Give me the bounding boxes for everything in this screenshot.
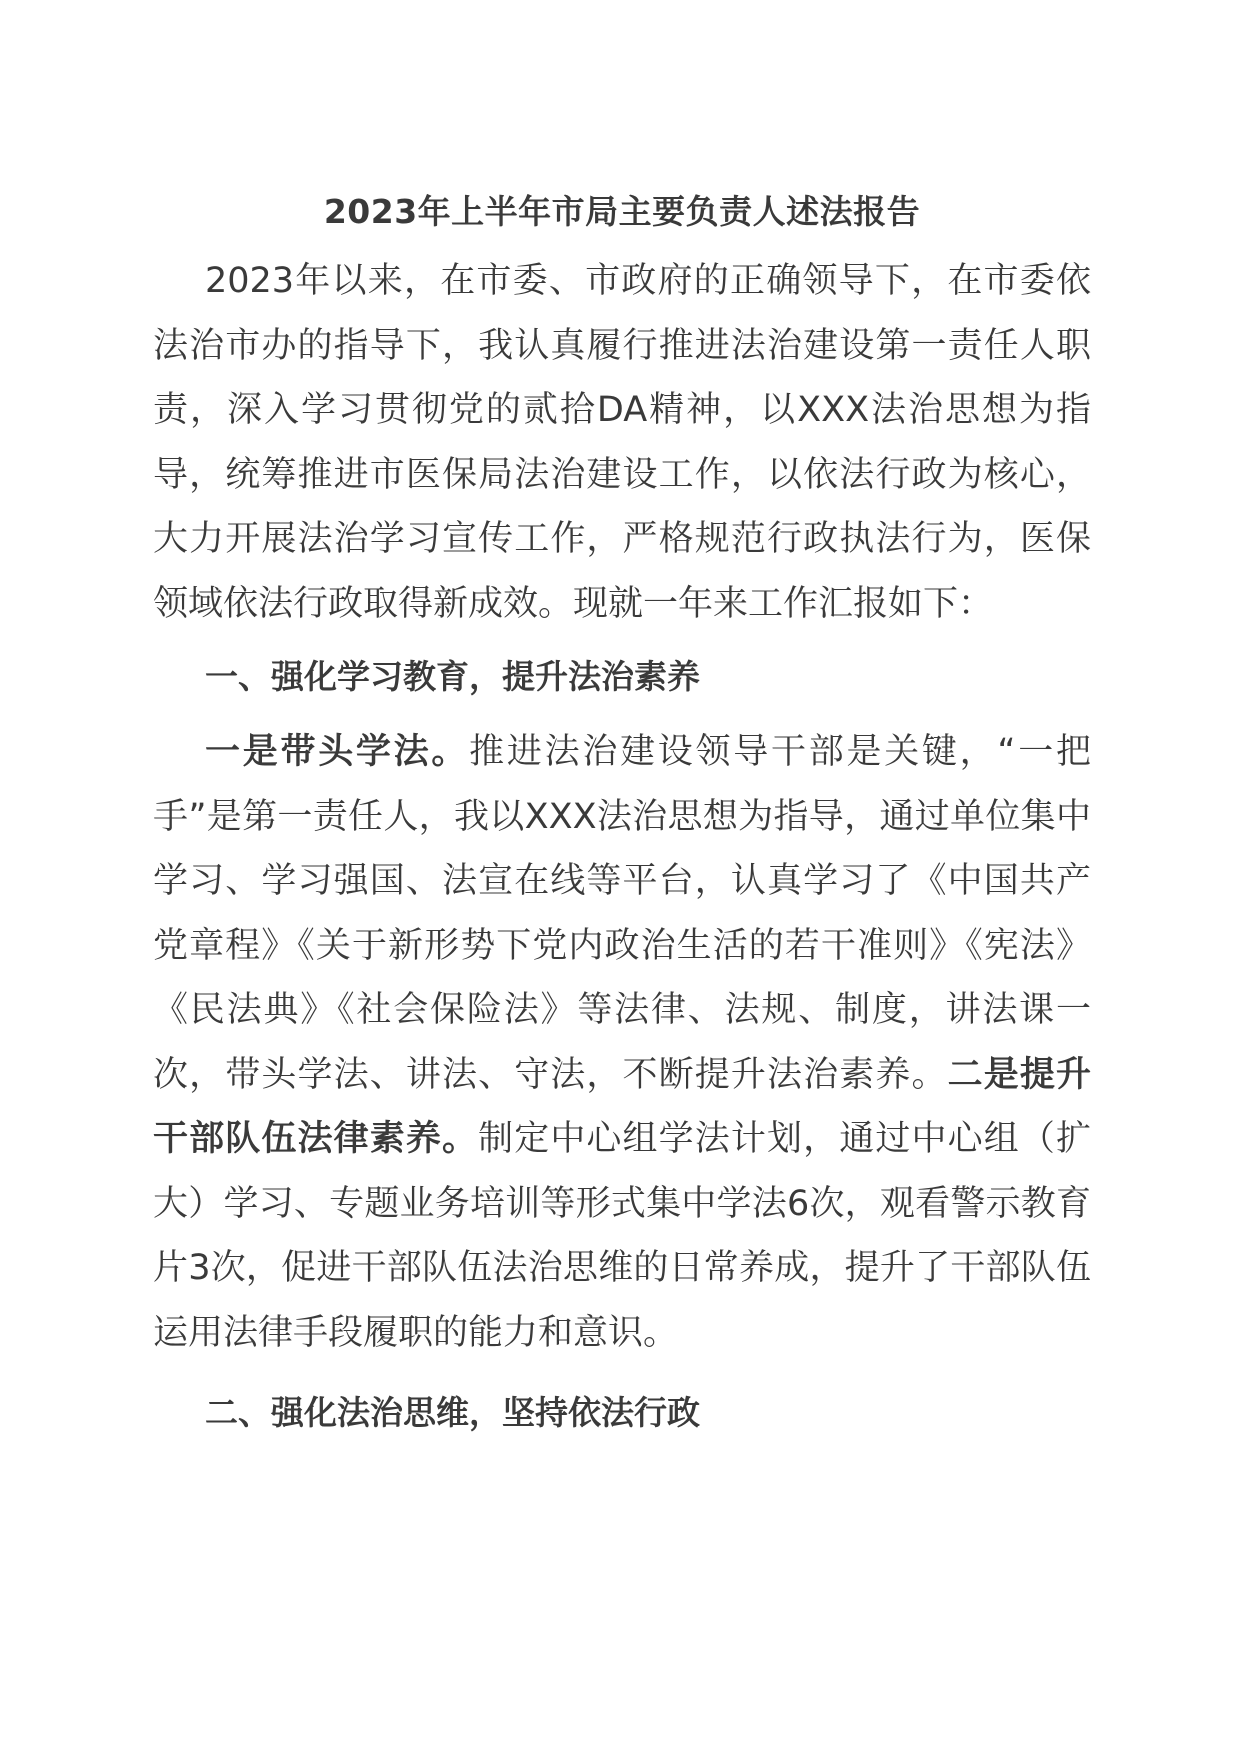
section-heading-2: 二、强化法治思维，坚持依法行政 bbox=[205, 1393, 700, 1432]
point-1-text: 推进法治建设领导干部是关键，“一把手”是第一责任人，我以XXX法治思想为指导，通过单位集中学习、学习强国、法宣在线等平台，认真学习了《中国共产党章程》《关于新形势下党内政治生活的若干准则》《宪法》《民法典》《社会保险法》等法律、法规、制度，讲法课一次，带头学法、讲法、守法，不断提升法治素养。 bbox=[153, 732, 1091, 1095]
point-1-lead: 一是带头学法。 bbox=[205, 732, 470, 772]
point-2-text: 制定中心组学法计划，通过中心组（扩大）学习、专题业务培训等形式集中学法6次，观看警示教育片3次，促进干部队伍法治思维的日常养成，提升了干部队伍运用法律手段履职的能力和意识。 bbox=[153, 1119, 1091, 1353]
document-page bbox=[153, 186, 1091, 1445]
intro-paragraph: 2023年以来，在市委、市政府的正确领导下，在市委依法治市办的指导下，我认真履行推进法治建设第一责任人职责，深入学习贯彻党的贰拾DA精神，以XXX法治思想为指导，统筹推进市医保局法治建设工作，以依法行政为核心，大力开展法治学习宣传工作，严格规范行政执法行为，医保领域依法行政取得新成效。现就一年来工作汇报如下： bbox=[153, 261, 1091, 624]
point-2-lead: 二是提升干部队伍法律素养。 bbox=[153, 1054, 1091, 1159]
section-1-paragraph bbox=[153, 720, 1091, 1365]
section-heading-1: 一、强化学习教育，提升法治素养 bbox=[205, 657, 700, 696]
document-title: 2023年上半年市局主要负责人述法报告 bbox=[323, 192, 921, 231]
